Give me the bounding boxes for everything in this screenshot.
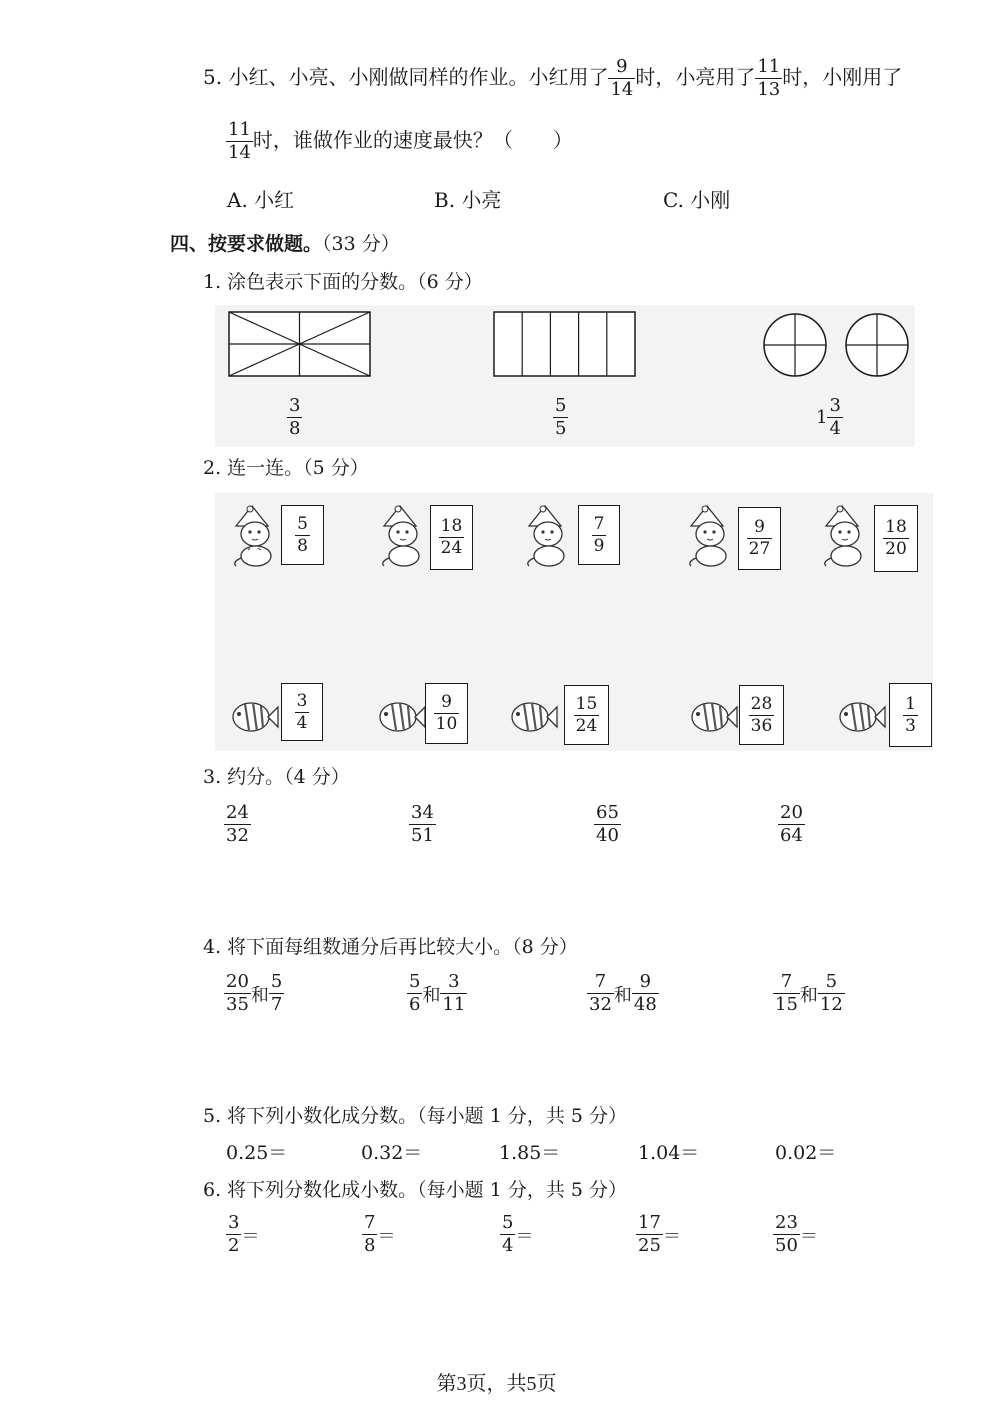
p6-item-2: $\frac{7}{8}$ ＝ [364,1212,396,1256]
fish-icon [836,697,886,737]
p3-item-1: $\frac{24}{32}$ [226,802,249,846]
p5-item-5: 0.02＝ [775,1142,837,1164]
cat-icon [228,500,282,570]
section-4-score: （33 分） [322,233,400,255]
p4-pair-4: $\frac{7}{15}$ 和 $\frac{5}{12}$ [775,971,843,1015]
q5-fraction-xiaoliang: $\frac{11}{13}$ [757,56,781,100]
cat-fraction-card-1[interactable]: $\frac{5}{8}$ [281,505,324,565]
fish-fraction-card-3[interactable]: $\frac{15}{24}$ [564,685,609,745]
p4-pair-3: $\frac{7}{32}$ 和 $\frac{9}{48}$ [589,971,657,1015]
p6-item-5: $\frac{23}{50}$ ＝ [775,1212,818,1256]
cat-fraction-card-5[interactable]: $\frac{18}{20}$ [874,505,918,572]
p4-title: 4. 将下面每组数通分后再比较大小。（8 分） [203,936,578,958]
q5-text-part3: 时，小刚用了 [782,65,903,89]
fish-fraction-card-1[interactable]: $\frac{3}{4}$ [281,683,323,741]
fish-icon [508,697,558,737]
rectangle-fifths-figure[interactable] [493,311,636,377]
section-4-heading [170,233,400,255]
p5-item-1: 0.25＝ [226,1142,288,1164]
p5-title: 5. 将下列小数化成分数。（每小题 1 分，共 5 分） [203,1105,628,1127]
cat-fraction-card-2[interactable]: $\frac{18}{24}$ [430,505,473,570]
p3-item-3: $\frac{65}{40}$ [596,802,619,846]
cat-fraction-card-3[interactable]: $\frac{7}{9}$ [578,505,620,565]
fish-fraction-card-2[interactable]: $\frac{9}{10}$ [425,683,468,744]
rectangle-eighths-figure[interactable] [228,311,371,377]
q5-text-part2: 时，小亮用了 [635,65,756,89]
p4-pair-1: $\frac{20}{35}$ 和 $\frac{5}{7}$ [226,971,283,1015]
q5-option-b[interactable]: B. 小亮 [434,188,502,212]
q5-option-c[interactable]: C. 小刚 [663,188,731,212]
page-footer: 第3页，共5页 [436,1373,557,1395]
p3-item-4: $\frac{20}{64}$ [780,802,803,846]
p6-item-3: $\frac{5}{4}$ ＝ [502,1212,534,1256]
p3-item-2: $\frac{34}{51}$ [411,802,434,846]
cat-icon [683,500,737,570]
fish-icon [229,697,279,737]
fish-icon [688,697,738,737]
p1-fraction-1: $\frac{3}{8}$ [289,395,301,439]
q5-option-a[interactable]: A. 小红 [227,188,295,212]
cat-fraction-card-4[interactable]: $\frac{9}{27}$ [738,507,781,570]
q5-text-part4: 时，谁做作业的速度最快？（ ） [252,128,573,152]
p1-title: 1. 涂色表示下面的分数。（6 分） [203,271,483,293]
q5-number: 5. [203,65,223,89]
p4-pair-2: $\frac{5}{6}$ 和 $\frac{3}{11}$ [409,971,466,1015]
circle-quarters-figure-2[interactable] [844,312,910,378]
p1-fraction-2: $\frac{5}{5}$ [555,395,567,439]
q5-line1 [203,58,902,99]
fish-icon [376,697,426,737]
p3-title: 3. 约分。（4 分） [203,766,350,788]
q5-fraction-xiaogang: $\frac{11}{14}$ [228,119,251,163]
q5-fraction-xiaohong: $\frac{9}{14}$ [610,56,634,100]
cat-icon [818,500,872,570]
p6-title: 6. 将下列分数化成小数。（每小题 1 分，共 5 分） [203,1179,628,1201]
p2-title: 2. 连一连。（5 分） [203,457,369,479]
p5-item-2: 0.32＝ [361,1142,423,1164]
p6-item-1: $\frac{3}{2}$ ＝ [228,1212,260,1256]
cat-icon [376,500,430,570]
section-4-title: 四、按要求做题。 [170,233,323,255]
p5-item-3: 1.85＝ [499,1142,561,1164]
fish-fraction-card-5[interactable]: $\frac{1}{3}$ [889,683,932,747]
fish-fraction-card-4[interactable]: $\frac{28}{36}$ [739,685,784,745]
p6-item-4: $\frac{17}{25}$ ＝ [638,1212,681,1256]
cat-icon [521,500,575,570]
p1-fraction-3: 1 $\frac{3}{4}$ [816,395,841,439]
circle-quarters-figure-1[interactable] [762,312,828,378]
q5-text-part1: 小红、小亮、小刚做同样的作业。小红用了 [228,65,609,89]
q5-line2 [226,121,573,162]
p5-item-4: 1.04＝ [638,1142,700,1164]
